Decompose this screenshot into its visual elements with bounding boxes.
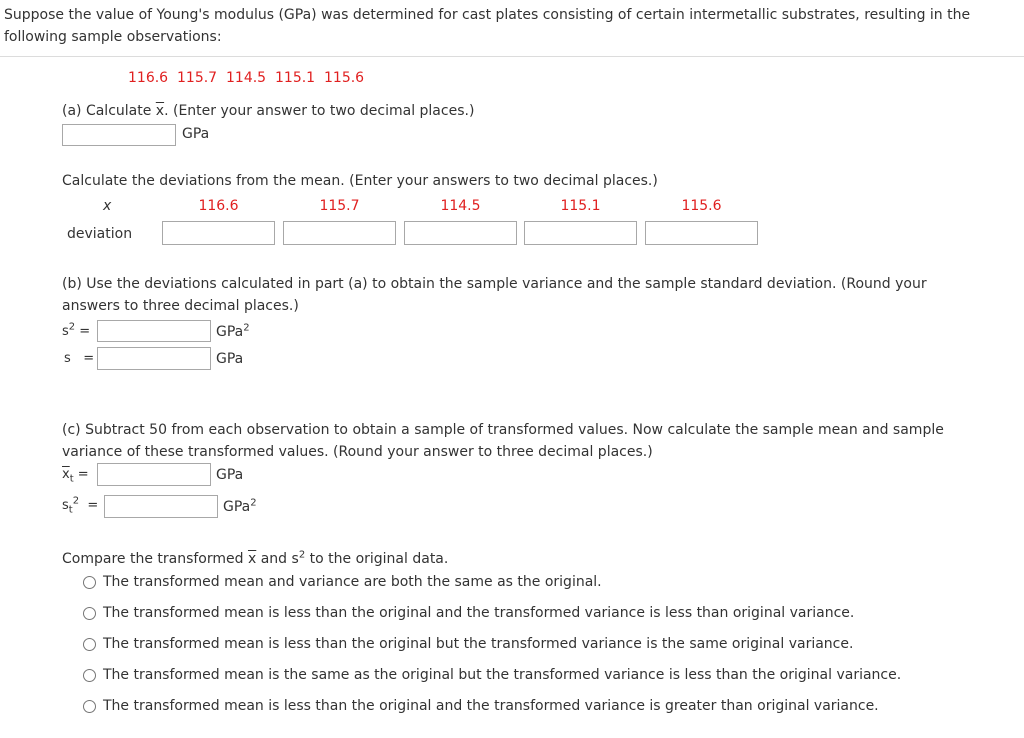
deviation-header: 114.5 [440, 198, 481, 214]
deviation-header: 115.6 [681, 198, 722, 214]
observation-value: 115.6 [324, 70, 365, 86]
part-c-question-line-2: variance of these transformed values. (Round your answer to three decimal places.) [62, 444, 653, 460]
std-dev-unit: GPa [216, 351, 244, 367]
deviation-header: 116.6 [198, 198, 239, 214]
transformed-mean-unit: GPa [216, 467, 244, 483]
transformed-mean-input[interactable] [97, 463, 211, 486]
part-b-question-line-1: (b) Use the deviations calculated in part (a) to obtain the sample variance and the sample standard deviation. (Round your [62, 276, 927, 292]
deviation-input-2[interactable] [283, 221, 396, 245]
observation-value: 114.5 [226, 70, 267, 86]
observation-value: 116.6 [128, 70, 169, 86]
option-label-1[interactable]: The transformed mean and variance are both the same as the original. [103, 574, 602, 590]
transformed-variance-input[interactable] [104, 495, 218, 518]
std-dev-input[interactable] [97, 347, 211, 370]
intro-line-2: following sample observations: [4, 29, 222, 45]
deviation-header: 115.1 [560, 198, 601, 214]
observations-list [128, 68, 364, 88]
deviations-instruction: Calculate the deviations from the mean. (Enter your answers to two decimal places.) [62, 173, 658, 189]
std-dev-label: s = [64, 351, 95, 366]
option-radio-5[interactable] [83, 700, 96, 713]
transformed-variance-unit: GPa$^2$ [223, 497, 257, 515]
variance-input[interactable] [97, 320, 211, 342]
x-bar-symbol: $\overline{x}$ [155, 103, 165, 119]
divider [0, 56, 1024, 57]
deviation-input-3[interactable] [404, 221, 517, 245]
x-column-header: x [103, 198, 112, 214]
observation-value: 115.1 [275, 70, 316, 86]
option-label-2[interactable]: The transformed mean is less than the original and the transformed variance is less than original variance. [103, 605, 855, 621]
intro-line-1: Suppose the value of Young's modulus (GPa) was determined for cast plates consisting of certain intermetallic substrates, resulting in the [4, 7, 971, 23]
option-label-4[interactable]: The transformed mean is the same as the original but the transformed variance is less than the original variance. [103, 667, 902, 683]
deviation-input-4[interactable] [524, 221, 637, 245]
deviation-input-5[interactable] [645, 221, 758, 245]
part-b-question-line-2: answers to three decimal places.) [62, 298, 299, 314]
variance-unit: GPa$^2$ [216, 322, 250, 340]
mean-unit: GPa [182, 126, 210, 142]
transformed-mean-label: $\overline{x}_t$ = [62, 467, 89, 485]
deviation-header: 115.7 [319, 198, 360, 214]
deviation-row-label: deviation [67, 226, 133, 242]
transformed-variance-label: $s_t^2$ = [62, 495, 99, 516]
part-a-question: (a) Calculate $\overline{x}$. (Enter your answer to two decimal places.) [62, 103, 475, 119]
mean-input[interactable] [62, 124, 176, 146]
deviation-input-1[interactable] [162, 221, 275, 245]
option-label-5[interactable]: The transformed mean is less than the original and the transformed variance is greater than original variance. [103, 698, 879, 714]
part-c-question-line-1: (c) Subtract 50 from each observation to obtain a sample of transformed values. Now calculate the sample mean and sample [62, 422, 944, 438]
option-radio-1[interactable] [83, 576, 96, 589]
variance-label: $s^2$ = [62, 321, 91, 339]
option-radio-3[interactable] [83, 638, 96, 651]
option-label-3[interactable]: The transformed mean is less than the original but the transformed variance is the same original variance. [103, 636, 854, 652]
option-radio-4[interactable] [83, 669, 96, 682]
observation-value: 115.7 [177, 70, 218, 86]
compare-question: Compare the transformed $\overline{x}$ and $s^2$ to the original data. [62, 549, 449, 567]
option-radio-2[interactable] [83, 607, 96, 620]
